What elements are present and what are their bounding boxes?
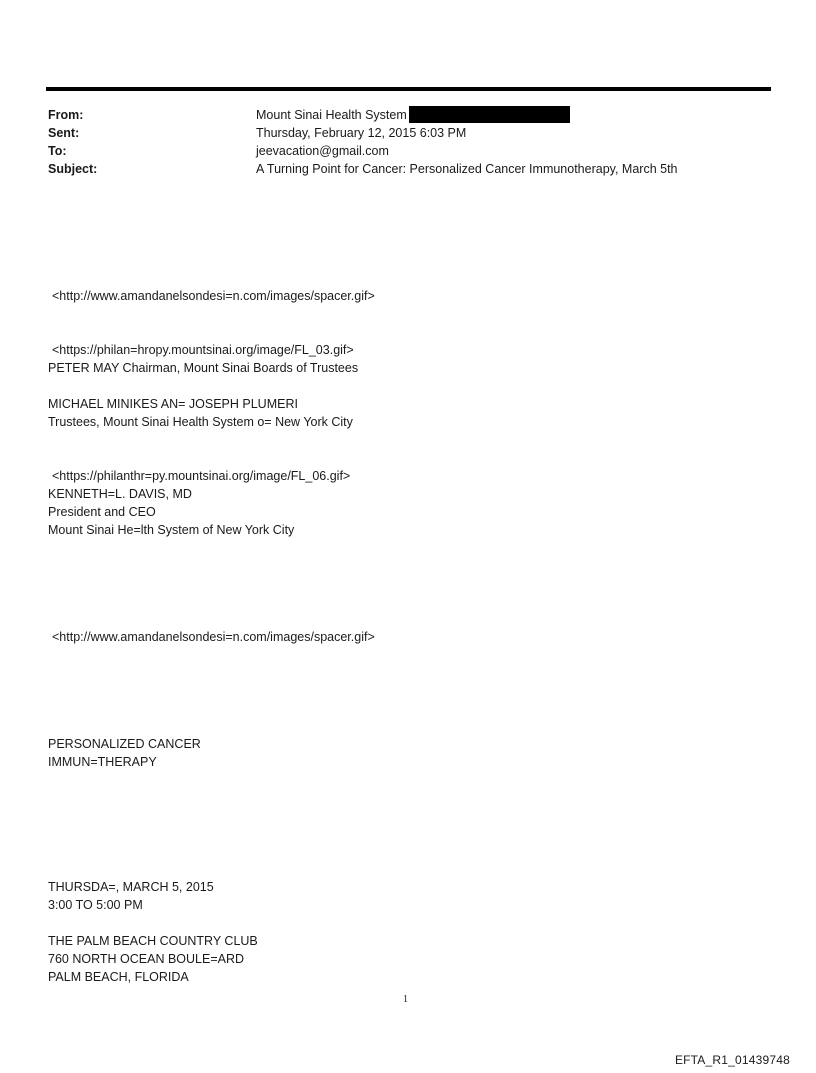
event-date: THURSDA=, MARCH 5, 2015 [48,880,214,894]
health-system-line: Mount Sinai He=lth System of New York City [48,523,295,537]
to-value: jeevacation@gmail.com [256,144,389,158]
ceo-title-line: President and CEO [48,505,156,519]
image-link-1: <https://philan=hropy.mountsinai.org/image/FL_03.gif> [52,343,354,357]
event-title-line-2: IMMUN=THERAPY [48,755,157,769]
sender-name: Mount Sinai Health System [256,108,407,122]
event-city: PALM BEACH, FLORIDA [48,970,189,984]
from-value [256,106,570,124]
sent-value: Thursday, February 12, 2015 6:03 PM [256,126,467,140]
trustees-names-line: MICHAEL MINIKES AN= JOSEPH PLUMERI [48,397,298,411]
spacer-link-1: <http://www.amandanelsondesi=n.com/images/spacer.gif> [52,289,375,303]
event-venue: THE PALM BEACH COUNTRY CLUB [48,934,258,948]
event-title-line-1: PERSONALIZED CANCER [48,737,201,751]
chairman-line: PETER MAY Chairman, Mount Sinai Boards of Trustees [48,361,359,375]
trustees-title-line: Trustees, Mount Sinai Health System o= New York City [48,415,353,429]
event-time: 3:00 TO 5:00 PM [48,898,143,912]
sent-label: Sent: [48,126,80,140]
from-label: From: [48,108,84,122]
event-address: 760 NORTH OCEAN BOULE=ARD [48,952,245,966]
redaction-box [409,106,570,123]
image-link-2: <https://philanthr=py.mountsinai.org/image/FL_06.gif> [52,469,351,483]
subject-value: A Turning Point for Cancer: Personalized Cancer Immunotherapy, March 5th [256,162,678,176]
header-divider [46,87,771,91]
page-number: 1 [403,994,408,1005]
subject-label: Subject: [48,162,98,176]
to-label: To: [48,144,67,158]
ceo-name-line: KENNETH=L. DAVIS, MD [48,487,192,501]
document-id: EFTA_R1_01439748 [674,1053,790,1067]
spacer-link-2: <http://www.amandanelsondesi=n.com/images/spacer.gif> [52,630,375,644]
